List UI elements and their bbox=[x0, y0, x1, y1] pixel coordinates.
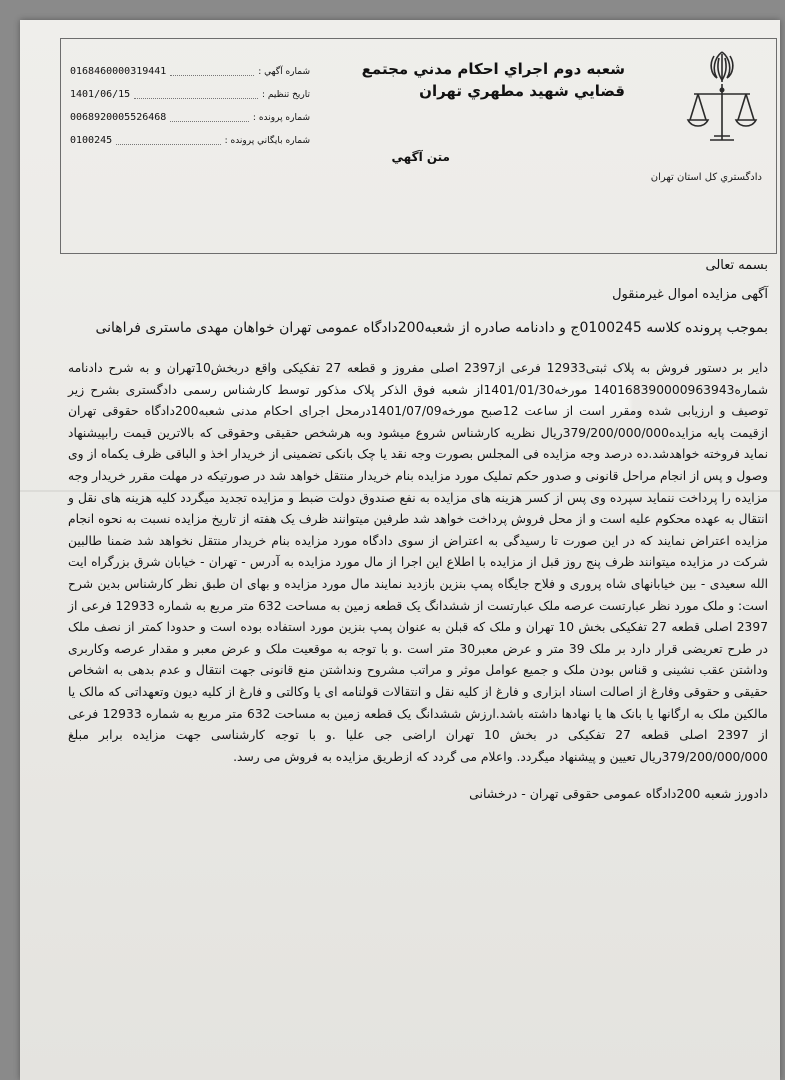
date-value: 1401/06/15 bbox=[70, 89, 131, 100]
iran-emblem-scales-icon bbox=[684, 48, 760, 150]
case-number-label: شماره پرونده : bbox=[252, 112, 310, 123]
meta-row bbox=[70, 129, 310, 152]
date-label: تاريخ تنظيم : bbox=[262, 89, 310, 100]
meta-row bbox=[70, 60, 310, 83]
main-paragraph: دایر بر دستور فروش به پلاک ثبتی12933 فرعی از2397 اصلی مفروز و قطعه 27 تفکیکی واقع دربخش10تهران و به شرح دادنامه شماره140168390000963943 مورخه1401/01/30از شعبه فوق الذکر پلاک مذکور توسط کارشناس رسمی دادگستری بشرح زیر توصیف و ارزیابی شده ومقرر است از ساعت 12صبح مورخه1401/07/09درمحل اجرای احکام مدنی شعبه200دادگاه حقوقی تهران ازقیمت پایه مزایده379/200/000/000ریال نظریه کارشناس شروع میشود وبه هرشخص حقیقی وحقوقی که بالاترین قیمت رابپیشنهاد نماید فروخته خواهدشد.ده درصد وجه مزایده فی المجلس بصورت وجه نقد یا چک بانکی تضمینی از خریدار اخذ و الباقی ظرف یکماه از وی وصول و پس از انجام مراحل قانونی و صدور حکم تملیک مورد مزایده بنام خریدار منتقل خواهد شد در صورتیکه در مهلت مقرر خریدار وجه مزایده را پرداخت ننماید سپرده وی پس از کسر هزینه های مزایده به نفع صندوق دولت ضبط و مزایده تجدید میگردد کلیه هزینه های نقل و انتقال به عهده محکوم علیه است و از محل فروش پرداخت خواهد شد طرفین میتوانند ظرف یک هفته از تاریخ مزایده نسبت به نحوه انجام مزایده اعتراض نمایند که در این صورت تا رسیدگی به اعتراض از سوی دادگاه مورد مزایده بنام خریدار منتقل نخواهد شد ضمنا طالبین شرکت در مزایده میتوانند ظرف پنج روز قبل از مزایده با اطلاع این اجرا از مال مورد مزایده به آدرس - تهران - خیابان شرق بزرگراه ایت الله سعیدی - بین خیابانهای شاه پروری و فلاح جایگاه پمپ بنزین بازدید نمایند مال مورد مزایده و بهای ان طبق نظر کارشناس بدین شرح است: و ملک مورد نظر عبارتست عرصه ملک عبارتست از ششدانگ یک قطعه زمین به مساحت 632 متر مربع به شماره 12933 فرعی از 2397 اصلی قطعه 27 تفکیکی بخش 10 تهران و ملک که قبلن به عنوان پمپ بنزین مورد استفاده بوده است و حدودا کمتر از نصف ملک در طرح تعریضی قرار دارد بر ملک 39 متر و عرض معبر30 متر است .و با توجه به موقعیت ملک و عرض معبر و مقدار عرصه وکاربری وداشتن عقب نشینی و قناس بودن ملک و جمیع عوامل موثر و مراتب مشروح ونداشتن منع قانونی جهت انتقال و عدم بدهی به اشخاص حقیقی و حقوقی وفارغ از اصالت اسناد ابزاری و فارغ از کلیه نقل و انتقالات قولنامه ای یا وکالتی و فارغ از کلیه دیون وتعهداتی که مالک یا مالکین ملک به ارگانها یا بانک ها یا نهادها داشته باشد.ارزش ششدانگ یک قطعه زمین به مساحت 632 متر مربع به شماره 12933 فرعی از 2397 اصلی قطعه 27 تفکیکی در بخش 10 تهران اراضی جی علیا .و با توجه کارشناسی جهت مزایده برابر مبلغ 379/200/000/000ریال تعیین و پیشنهاد میگردد. واعلام می گردد که ازطریق مزایده به فروش می رسد. bbox=[68, 361, 769, 764]
notice-number-label: شماره آگهي : bbox=[258, 66, 310, 77]
signature-line: دادورز شعبه 200دادگاه عمومی حقوقی تهران - درخشانی bbox=[469, 786, 768, 802]
intro-paragraph: بموجب پرونده کلاسه 0100245ج و دادنامه صادره از شعبه200دادگاه عمومی تهران خواهان مهدی ماستری فراهانی bbox=[95, 320, 768, 336]
meta-row bbox=[70, 83, 310, 106]
meta-row bbox=[70, 106, 310, 129]
court-label: دادگستري كل استان تهران bbox=[650, 172, 762, 183]
archive-number-value: 0100245 bbox=[70, 135, 113, 146]
notice-heading: آگهی مزایده اموال غیرمنقول bbox=[612, 287, 768, 302]
document-page bbox=[20, 20, 780, 1080]
notice-number-value: 0168460000319441 bbox=[70, 66, 167, 77]
notice-body bbox=[68, 258, 768, 801]
branch-title: شعبه دوم اجراي احكام مدني مجتمع قضايي شهيد مطهري تهران bbox=[361, 60, 625, 100]
notice-title: متن آگهي bbox=[391, 150, 450, 164]
bismillah: بسمه تعالی bbox=[705, 258, 768, 273]
meta-table bbox=[70, 60, 310, 152]
case-number-value: 0068920005526468 bbox=[70, 112, 167, 123]
archive-number-label: شماره بايگاني پرونده : bbox=[224, 135, 310, 146]
